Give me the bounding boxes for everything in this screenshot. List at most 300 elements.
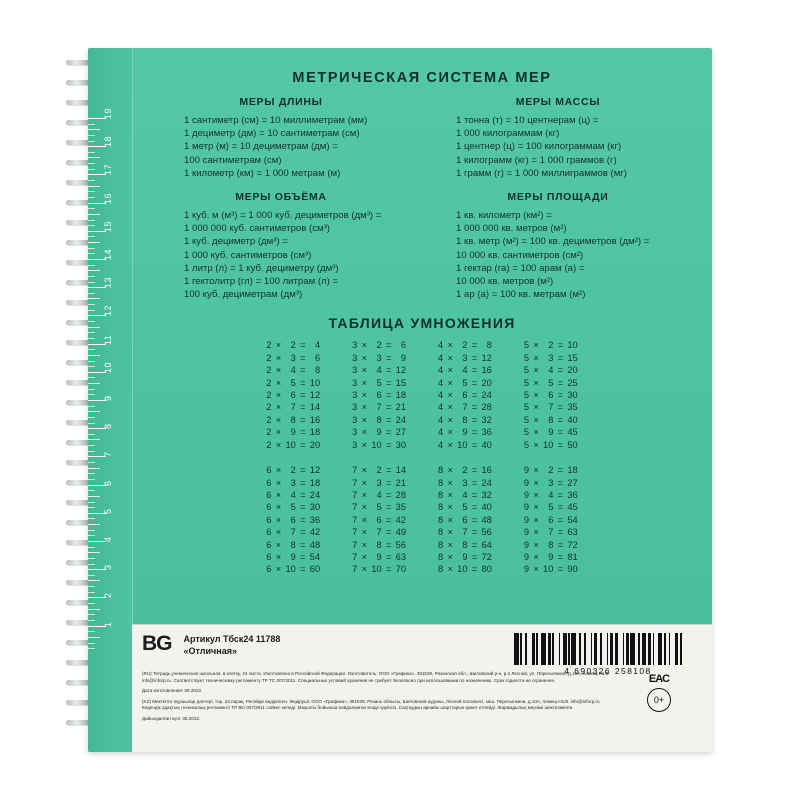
product-value: 10 [567, 340, 578, 351]
multiply-sign: × [533, 477, 539, 488]
factor-b: 8 [290, 414, 296, 425]
equals-sign: = [557, 414, 564, 425]
equals-sign: = [557, 527, 564, 538]
equals-sign: = [300, 551, 306, 562]
equals-sign: = [385, 551, 392, 562]
ruler-tick-minor [88, 298, 100, 299]
product-value: 70 [395, 564, 406, 575]
multiply-sign: × [275, 489, 282, 500]
product-label [132, 624, 712, 752]
ruler-tick-minor [88, 631, 95, 632]
volume-line: 1 куб. м (м³) = 1 000 куб. дециметров (дм³) = [184, 210, 382, 222]
multiply-sign: × [447, 564, 453, 575]
multiplication-row [437, 477, 493, 489]
equals-sign: = [385, 465, 392, 476]
multiply-sign: × [361, 340, 368, 351]
multiplication-row [265, 539, 321, 551]
multiply-sign: × [275, 465, 282, 476]
multiplication-row [351, 539, 407, 551]
section-title-multiplication: ТАБЛИЦА УМНОЖЕНИЯ [328, 315, 516, 332]
factor-a: 8 [438, 539, 444, 550]
ruler-strip [88, 48, 133, 752]
product-value: 45 [567, 502, 578, 513]
factor-b: 6 [376, 390, 382, 401]
factor-a: 9 [523, 514, 530, 525]
ruler-tick-minor [88, 338, 95, 339]
mass-line: 1 килограмм (кг) = 1 000 граммов (г) [456, 154, 617, 166]
factor-b: 7 [290, 402, 296, 413]
equals-sign: = [557, 539, 564, 550]
multiplication-row [351, 439, 407, 451]
multiplication-row [523, 352, 579, 364]
ruler-tick-minor [88, 135, 95, 136]
product-value: 72 [481, 551, 492, 562]
product-value: 18 [395, 390, 406, 401]
factor-b: 7 [462, 527, 468, 538]
multiply-sign: × [361, 551, 368, 562]
equals-sign: = [471, 489, 478, 500]
product-value: 42 [395, 514, 406, 525]
section-title-volume: МЕРЫ ОБЪЁМА [235, 191, 327, 204]
product-value: 42 [309, 527, 321, 538]
multiplication-row [351, 377, 407, 389]
ruler-tick-minor [88, 502, 95, 503]
factor-a: 9 [523, 489, 530, 500]
area-line: 1 ар (а) = 100 кв. метрам (м²) [456, 289, 586, 301]
multiplication-row [351, 514, 407, 526]
factor-a: 4 [438, 390, 444, 401]
product-value: 30 [395, 439, 406, 450]
product-value: 63 [567, 527, 578, 538]
product-value: 49 [395, 527, 406, 538]
equals-sign: = [300, 489, 306, 500]
factor-a: 6 [266, 465, 272, 476]
factor-b: 10 [371, 564, 382, 575]
ruler-tick-minor [88, 462, 95, 463]
factor-b: 6 [290, 390, 296, 401]
factor-a: 3 [352, 439, 358, 450]
factor-a: 2 [266, 390, 272, 401]
product-value: 40 [481, 502, 492, 513]
multiplication-row [265, 414, 321, 426]
product-value: 54 [567, 514, 578, 525]
product-value: 8 [314, 365, 321, 376]
factor-a: 7 [352, 502, 358, 513]
ruler-label: 18 [103, 136, 113, 148]
factor-b: 10 [285, 564, 296, 575]
multiplication-row [437, 464, 493, 476]
multiplication-row [523, 364, 579, 376]
multiplication-row [437, 551, 493, 563]
ruler-label: 2 [103, 592, 113, 599]
product-value: 27 [395, 427, 406, 438]
ruler-tick-minor [88, 468, 100, 469]
legal-section [132, 669, 712, 727]
ruler-tick-minor [88, 349, 95, 350]
area-line: 1 кв. метр (м²) = 100 кв. дециметров (дм²) = [456, 236, 650, 248]
multiplication-row [437, 489, 493, 501]
spacer [422, 180, 694, 189]
factor-b: 10 [543, 564, 554, 575]
factor-b: 10 [457, 439, 468, 450]
multiplication-block [523, 464, 579, 576]
equals-sign: = [557, 514, 564, 525]
multiplication-row [351, 551, 407, 563]
product-value: 64 [481, 539, 492, 550]
mass-lines [422, 114, 694, 180]
equals-sign: = [471, 414, 478, 425]
multiply-sign: × [361, 377, 368, 388]
product-value: 90 [567, 564, 578, 575]
product-value: 72 [567, 539, 578, 550]
multiplication-row [265, 514, 321, 526]
multiplication-row [351, 339, 407, 351]
equals-sign: = [385, 365, 392, 376]
multiplication-row [437, 377, 493, 389]
ruler-label: 7 [103, 451, 113, 458]
multiply-sign: × [361, 414, 368, 425]
multiply-sign: × [275, 390, 282, 401]
factor-a: 9 [523, 502, 530, 513]
factor-a: 4 [438, 427, 444, 438]
age-rating-icon: 0+ [647, 688, 671, 712]
factor-a: 7 [352, 514, 358, 525]
factor-b: 9 [290, 427, 296, 438]
ruler-label: 12 [103, 305, 113, 317]
multiply-sign: × [533, 502, 539, 513]
ruler-tick-minor [88, 141, 95, 142]
multiply-sign: × [533, 365, 539, 376]
multiplication-row [523, 414, 579, 426]
measures-right-column [422, 96, 694, 301]
factor-a: 8 [438, 489, 444, 500]
multiplication-row [523, 477, 579, 489]
equals-sign: = [385, 527, 392, 538]
multiplication-row [351, 414, 407, 426]
length-line: 1 километр (км) = 1 000 метрам (м) [184, 167, 341, 179]
factor-b: 10 [285, 439, 296, 450]
product-value: 18 [309, 477, 321, 488]
factor-a: 3 [352, 352, 358, 363]
factor-a: 9 [523, 539, 530, 550]
mass-line: 1 тонна (т) = 10 центнерам (ц) = [456, 115, 599, 126]
equals-sign: = [385, 390, 392, 401]
factor-b: 7 [376, 402, 382, 413]
equals-sign: = [385, 377, 392, 388]
equals-sign: = [557, 377, 564, 388]
factor-b: 4 [462, 489, 468, 500]
ruler-tick-minor [88, 406, 95, 407]
equals-sign: = [557, 390, 564, 401]
measures-left-column [150, 96, 422, 301]
equals-sign: = [557, 465, 564, 476]
multiplication-row [523, 501, 579, 513]
factor-a: 9 [523, 527, 530, 538]
factor-b: 4 [376, 365, 382, 376]
factor-b: 9 [376, 427, 382, 438]
area-line: 10 000 кв. сантиметров (см²) [456, 249, 584, 261]
multiply-sign: × [533, 352, 539, 363]
ruler-tick-minor [88, 124, 95, 125]
multiply-sign: × [275, 414, 282, 425]
factor-b: 5 [462, 502, 468, 513]
factor-a: 2 [266, 377, 272, 388]
multiply-sign: × [447, 402, 453, 413]
product-value: 28 [395, 489, 406, 500]
ruler-label: 8 [103, 423, 113, 430]
multiplication-row [437, 401, 493, 413]
multiplication-block [523, 339, 579, 451]
factor-b: 4 [548, 489, 554, 500]
ruler-tick-minor [88, 282, 95, 283]
factor-b: 5 [290, 377, 296, 388]
product-value: 14 [395, 465, 406, 476]
factor-a: 2 [266, 414, 272, 425]
multiply-sign: × [447, 414, 453, 425]
multiplication-row [523, 551, 579, 563]
measures-columns [132, 96, 712, 301]
equals-sign: = [300, 477, 306, 488]
ruler-label: 16 [103, 192, 113, 204]
ruler-tick-minor [88, 293, 95, 294]
factor-a: 5 [523, 352, 530, 363]
ruler-label: 11 [103, 334, 113, 345]
multiplication-row [437, 563, 493, 575]
multiplication-row [351, 352, 407, 364]
equals-sign: = [300, 390, 306, 401]
multiply-sign: × [275, 340, 282, 351]
article-block [184, 633, 281, 657]
multiplication-row [437, 389, 493, 401]
brand-logo: BG [142, 632, 172, 655]
multiplication-row [523, 339, 579, 351]
multiplication-row [265, 364, 321, 376]
product-value: 50 [567, 439, 578, 450]
multiplication-row [437, 426, 493, 438]
equals-sign: = [300, 414, 306, 425]
multiply-sign: × [533, 527, 539, 538]
product-value: 12 [309, 465, 321, 476]
factor-b: 5 [376, 502, 382, 513]
multiply-sign: × [361, 439, 368, 450]
ruler-tick-minor [88, 439, 100, 440]
equals-sign: = [385, 427, 392, 438]
equals-sign: = [385, 539, 392, 550]
equals-sign: = [300, 514, 306, 525]
factor-b: 6 [548, 514, 554, 525]
ruler-tick-minor [88, 270, 100, 271]
equals-sign: = [471, 477, 478, 488]
equals-sign: = [557, 502, 564, 513]
equals-sign: = [471, 439, 478, 450]
article-line [184, 633, 281, 645]
factor-a: 2 [266, 365, 272, 376]
product-value: 30 [567, 390, 578, 401]
multiplication-row [265, 563, 321, 575]
factor-a: 8 [438, 502, 444, 513]
product-value: 16 [309, 414, 321, 425]
ruler-tick-minor [88, 152, 95, 153]
multiply-sign: × [361, 365, 368, 376]
factor-a: 7 [352, 564, 358, 575]
ruler-tick-minor [88, 580, 100, 581]
length-line: 1 сантиметр (см) = 10 миллиметрам (мм) [184, 115, 368, 126]
factor-b: 4 [376, 489, 382, 500]
equals-sign: = [557, 427, 564, 438]
multiply-sign: × [361, 390, 368, 401]
ruler-tick-minor [88, 236, 95, 237]
product-value: 32 [481, 489, 492, 500]
equals-sign: = [385, 564, 392, 575]
factor-b: 10 [371, 439, 382, 450]
product-value: 24 [481, 477, 492, 488]
equals-sign: = [471, 427, 478, 438]
factor-a: 2 [266, 427, 272, 438]
barcode-bar [682, 633, 685, 665]
ruler-tick-minor [88, 620, 95, 621]
equals-sign: = [557, 477, 564, 488]
factor-b: 5 [462, 377, 468, 388]
mass-line: 1 000 килограммам (кг) [456, 128, 560, 140]
factor-a: 6 [266, 539, 272, 550]
legal-text [142, 671, 612, 727]
multiply-sign: × [533, 377, 539, 388]
ruler-tick-minor [88, 377, 95, 378]
equals-sign: = [300, 502, 306, 513]
ruler-tick-minor [88, 451, 95, 452]
product-value: 54 [309, 551, 321, 562]
volume-line: 1 гектолитр (гл) = 100 литрам (л) = [184, 276, 339, 288]
product-value: 8 [486, 340, 492, 351]
multiply-sign: × [447, 465, 453, 476]
factor-b: 7 [548, 527, 554, 538]
ruler-label: 6 [103, 480, 113, 486]
factor-b: 5 [548, 502, 554, 513]
legal-kz: (KZ) Мектепте оқушылар дәптері, тор, 24 парақ. Ресейде өндірілген. Өндіруші: ООО «Графика», 391539, Рязань облысы, Шиловский ауданы, Лесной поселкесі, көш. Пересыпкина, д.10А, помещ.Н1/8. info@inforp.ru. Кедендік одақтың техникалық регламенті ТР ВО 007/2011 сәйкес келеді. Мақсаты бойынша пайдаланған кезде қауіпсіз. Сақтаудың арнайы шарттарын қажет етпейді. Жарамдылық мерзімі шектелмеген. [142, 698, 601, 711]
product-value: 45 [567, 427, 578, 438]
equals-sign: = [557, 340, 564, 351]
factor-a: 4 [438, 439, 444, 450]
equals-sign: = [557, 402, 564, 413]
length-line: 1 метр (м) = 10 дециметрам (дм) = [184, 141, 338, 153]
equals-sign: = [300, 564, 306, 575]
factor-a: 5 [523, 365, 530, 376]
equals-sign: = [471, 514, 478, 525]
equals-sign: = [557, 564, 564, 575]
volume-line: 1 литр (л) = 1 куб. дециметру (дм³) [184, 262, 339, 274]
multiplication-row [265, 439, 321, 451]
factor-a: 6 [266, 527, 272, 538]
product-value: 24 [309, 489, 321, 500]
factor-a: 4 [438, 414, 444, 425]
product-value: 35 [395, 502, 406, 513]
ruler-tick-minor [88, 445, 95, 446]
multiply-sign: × [447, 427, 453, 438]
product-value: 15 [567, 352, 578, 363]
factor-b: 3 [462, 477, 468, 488]
equals-sign: = [471, 365, 478, 376]
factor-b: 10 [457, 564, 468, 575]
eac-icon: EAC [648, 673, 670, 685]
ruler-tick-minor [88, 535, 95, 536]
ruler-tick-minor [88, 434, 95, 435]
factor-a: 8 [438, 564, 444, 575]
multiply-sign: × [275, 514, 282, 525]
ruler-tick-minor [88, 603, 95, 604]
factor-b: 3 [376, 352, 382, 363]
multiplication-row [265, 501, 321, 513]
multiply-sign: × [447, 340, 453, 351]
multiplication-block [265, 339, 321, 451]
area-line: 1 кв. километр (км²) = [456, 210, 552, 222]
series-name: «Отличная» [183, 646, 237, 656]
multiply-sign: × [533, 439, 539, 450]
spacer [132, 451, 712, 464]
multiply-sign: × [447, 514, 453, 525]
multiply-sign: × [447, 489, 453, 500]
equals-sign: = [471, 352, 478, 363]
multiplication-row [523, 526, 579, 538]
factor-b: 2 [376, 465, 382, 476]
equals-sign: = [300, 539, 306, 550]
multiply-sign: × [533, 402, 539, 413]
factor-b: 5 [548, 377, 554, 388]
multiplication-row [523, 539, 579, 551]
equals-sign: = [471, 527, 478, 538]
ruler-label: 4 [103, 536, 113, 542]
factor-a: 5 [523, 414, 530, 425]
equals-sign: = [385, 439, 392, 450]
equals-sign: = [471, 539, 478, 550]
factor-b: 7 [290, 527, 296, 538]
product-value: 40 [567, 414, 578, 425]
multiplication-row [265, 401, 321, 413]
multiply-sign: × [533, 489, 539, 500]
multiplication-row [351, 401, 407, 413]
product-value: 24 [395, 414, 406, 425]
factor-a: 3 [352, 340, 358, 351]
ruler-tick-minor [88, 242, 100, 243]
multiplication-row [523, 489, 579, 501]
product-value: 25 [567, 377, 578, 388]
factor-b: 8 [548, 414, 554, 425]
equals-sign: = [300, 377, 306, 388]
ruler-tick-minor [88, 208, 95, 209]
ruler-tick-minor [88, 191, 95, 192]
legal-kz-date: Дайындалған күні: 08.2022. [142, 715, 201, 721]
product-value: 20 [309, 439, 321, 450]
volume-line: 1 000 куб. сантиметров (см³) [184, 249, 312, 261]
page-title: МЕТРИЧЕСКАЯ СИСТЕМА МЕР [292, 70, 552, 86]
area-line: 1 гектар (га) = 100 арам (а) = [456, 262, 585, 274]
ruler-tick-minor [88, 157, 100, 158]
ruler-label: 5 [103, 508, 113, 514]
ruler-tick-minor [88, 310, 95, 311]
multiplication-row [523, 563, 579, 575]
factor-a: 3 [352, 427, 358, 438]
multiplication-row [351, 364, 407, 376]
factor-b: 2 [290, 465, 296, 476]
ruler-tick-minor [88, 169, 95, 170]
product-value: 80 [481, 564, 492, 575]
product-value: 56 [481, 527, 492, 538]
factor-a: 3 [352, 390, 358, 401]
factor-b: 6 [290, 514, 296, 525]
ruler-tick-minor [88, 530, 95, 531]
multiplication-row [523, 439, 579, 451]
product-value: 48 [481, 514, 492, 525]
factor-b: 9 [376, 551, 382, 562]
